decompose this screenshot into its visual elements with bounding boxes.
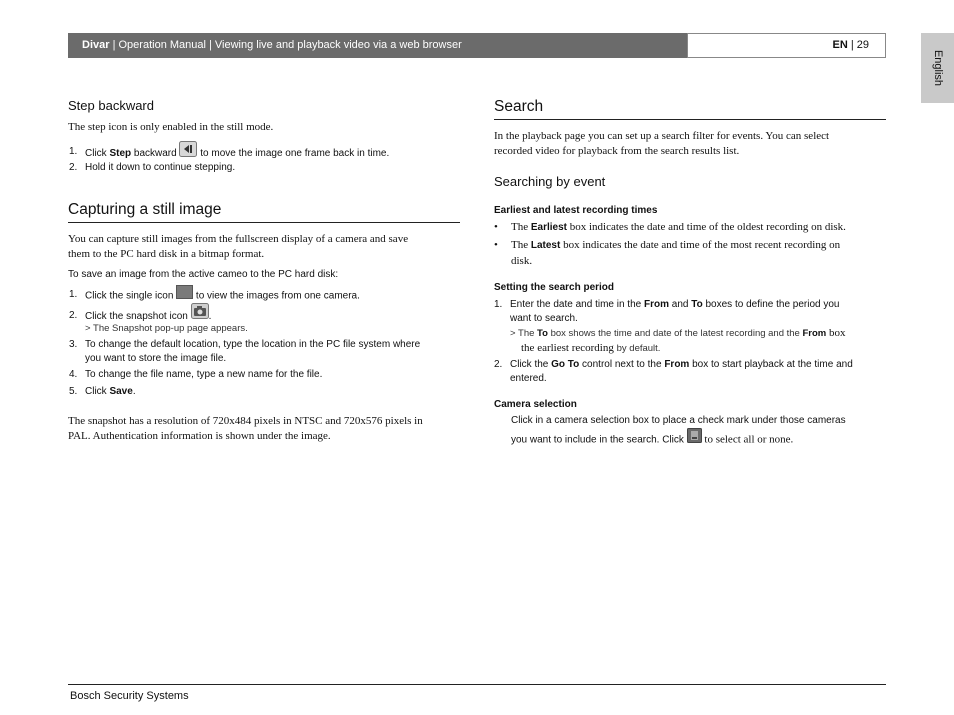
step-text: Hold it down to continue stepping.	[85, 162, 236, 173]
step-text: you want to store the image file.	[85, 353, 227, 364]
page-separator: |	[847, 39, 857, 51]
step-text: Enter the date and time in the	[510, 299, 644, 310]
list-number: 4.	[69, 369, 78, 380]
step-text: control next to the	[579, 359, 665, 370]
step-text: Click	[85, 386, 110, 397]
search-intro-1: In the playback page you can set up a search filter for events. You can select	[494, 130, 830, 142]
times-title: Earliest and latest recording times	[494, 205, 658, 216]
step-text: to view the images from one camera.	[193, 290, 360, 302]
bullet-text: The	[511, 239, 531, 251]
language-tab	[921, 33, 954, 103]
step-text: want to search.	[510, 313, 578, 324]
camera-text-1: Click in a camera selection box to place a check mark under those cameras	[511, 415, 846, 426]
footer-company: Bosch Security Systems	[70, 690, 189, 702]
result-text: > The	[510, 328, 538, 339]
step-text: boxes to define the period you	[702, 299, 840, 310]
step-text: Click the	[510, 359, 552, 370]
step-text: backward	[131, 148, 180, 160]
step-bold: From	[643, 299, 669, 310]
camera-selection-title: Camera selection	[494, 399, 577, 410]
bullet-bold: Latest	[530, 240, 561, 251]
list-number: 5.	[69, 386, 78, 397]
select-all-icon	[687, 428, 702, 448]
list-number: 2.	[494, 359, 503, 370]
bullet-icon: •	[494, 239, 498, 251]
step-text: .	[132, 386, 136, 397]
step-backward-icon	[179, 141, 197, 162]
result-text: box	[826, 327, 846, 339]
bullet-text: box indicates the date and time of the most recent recording on	[560, 239, 841, 251]
step-backward-intro: The step icon is only enabled in the still mode.	[68, 121, 274, 133]
search-by-event-title: Searching by event	[494, 174, 606, 189]
language-label: English	[931, 49, 944, 87]
footer-divider	[68, 684, 886, 685]
camera-text-2	[511, 432, 793, 448]
divider	[68, 222, 460, 223]
header-bar	[68, 33, 687, 58]
breadcrumb: | Operation Manual | Viewing live and playback video via a web browser	[109, 39, 462, 51]
camera-text: you want to include in the search. Click	[511, 434, 687, 446]
step-bold: Step	[109, 148, 132, 160]
capture-intro-2: them to the PC hard disk in a bitmap format.	[68, 248, 265, 260]
bullet-text: The	[511, 221, 531, 233]
step-text: box to start playback at the time and	[689, 359, 853, 370]
result-text: by default.	[616, 343, 661, 354]
step-result: > The Snapshot pop-up page appears.	[85, 323, 248, 334]
step-bold: From	[664, 359, 690, 370]
product-name: Divar	[82, 39, 110, 51]
result-text: the earliest recording	[521, 342, 617, 354]
step-text: and	[668, 299, 692, 310]
capture-lead: To save an image from the active cameo to the PC hard disk:	[68, 269, 339, 280]
step-result	[510, 326, 846, 341]
lang-code: EN	[832, 39, 848, 51]
bullet-text: box indicates the date and time of the oldest recording on disk.	[567, 221, 846, 233]
snapshot-note-2: PAL. Authentication information is shown under the image.	[68, 430, 331, 442]
step-text: to move the image one frame back in time.	[197, 148, 390, 160]
camera-text: to select all or none.	[701, 433, 794, 446]
step-text: .	[208, 311, 212, 323]
result-bold: To	[537, 328, 548, 339]
list-number: 3.	[69, 339, 78, 350]
step-text: Click the snapshot icon	[85, 311, 191, 323]
result-bold: From	[802, 328, 827, 339]
step-bold: To	[691, 299, 703, 310]
list-number: 2.	[69, 310, 78, 321]
capture-title: Capturing a still image	[68, 201, 222, 218]
list-number: 1.	[494, 299, 503, 310]
list-number: 1.	[69, 289, 78, 300]
step-text: Click the single icon	[85, 290, 177, 302]
bullet-bold: Earliest	[530, 222, 567, 233]
list-number: 1.	[69, 146, 78, 157]
search-title: Search	[494, 98, 544, 115]
step-text: entered.	[510, 373, 547, 384]
step-bold: Go To	[551, 359, 580, 370]
step-text: To change the default location, type the location in the PC file system where	[85, 339, 421, 350]
result-text: box shows the time and date of the latest recording and the	[547, 328, 803, 339]
capture-intro-1: You can capture still images from the fullscreen display of a camera and save	[68, 233, 409, 245]
snapshot-icon	[191, 303, 209, 324]
snapshot-note-1: The snapshot has a resolution of 720x484 pixels in NTSC and 720x576 pixels in	[68, 415, 423, 427]
bullet-text: disk.	[511, 255, 533, 267]
step-bold: Save	[109, 386, 133, 397]
single-view-icon	[176, 285, 193, 304]
bullet-icon: •	[494, 221, 498, 233]
period-title: Setting the search period	[494, 282, 615, 293]
search-intro-2: recorded video for playback from the search results list.	[494, 145, 740, 157]
step-backward-title: Step backward	[68, 98, 154, 113]
list-number: 2.	[69, 162, 78, 173]
divider	[494, 119, 886, 120]
step-text: Click	[85, 148, 110, 160]
step-result	[521, 341, 660, 356]
page-number: 29	[856, 39, 869, 51]
page-indicator	[687, 33, 886, 58]
step-text: To change the file name, type a new name for the file.	[85, 369, 323, 380]
